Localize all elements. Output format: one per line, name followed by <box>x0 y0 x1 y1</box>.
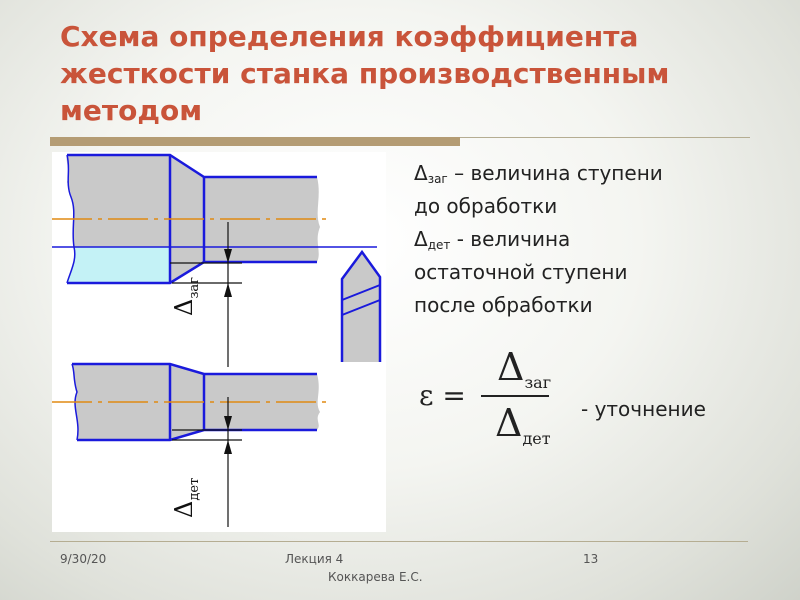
definition-line <box>414 157 774 190</box>
fraction-bar <box>481 395 549 397</box>
delta-symbol: Δ <box>497 345 525 389</box>
delta-lower-sub: дет <box>186 477 202 501</box>
delta-upper-sub: заг <box>186 277 202 299</box>
definition-text: – величина ступени <box>447 161 663 185</box>
denominator-sub: дет <box>522 429 551 448</box>
footer-divider <box>50 541 748 542</box>
definition-line: до обработки <box>414 194 558 218</box>
delta-sub: заг <box>427 172 448 186</box>
stiffness-diagram <box>52 152 386 532</box>
definition-line <box>414 223 774 256</box>
delta-symbol: Δ <box>495 401 523 445</box>
delta-sub: дет <box>427 238 451 252</box>
footer-page-number: 13 <box>583 552 599 566</box>
definition-line: остаточной ступени <box>414 260 628 284</box>
delta-upper-label <box>170 246 200 316</box>
title-line: методом <box>60 94 203 127</box>
definitions-text <box>414 157 774 322</box>
footer-author: Коккарева Е.С. <box>328 570 423 584</box>
delta-symbol: Δ <box>414 161 428 185</box>
footer-date: 9/30/20 <box>60 552 107 566</box>
upper-workpiece-large-gray <box>67 155 170 247</box>
epsilon-label: ε = <box>419 379 466 412</box>
definition-line: после обработки <box>414 293 593 317</box>
refinement-formula <box>415 345 755 455</box>
delta-symbol: Δ <box>170 500 198 518</box>
formula-denominator <box>495 401 551 448</box>
footer-lecture: Лекция 4 <box>285 552 344 566</box>
delta-symbol: Δ <box>170 298 198 316</box>
upper-workpiece-large-cyan <box>67 247 170 283</box>
formula-numerator <box>497 345 551 392</box>
diagram-svg <box>52 152 386 532</box>
definition-text: - величина <box>450 227 571 251</box>
delta-lower-label <box>170 448 200 518</box>
numerator-sub: заг <box>524 373 552 392</box>
title-divider-accent <box>50 137 460 146</box>
delta-symbol: Δ <box>414 227 428 251</box>
slide-title <box>60 18 760 129</box>
title-line: Схема определения коэффициента <box>60 20 639 53</box>
title-line: жесткости станка производственным <box>60 57 670 90</box>
refinement-label: - уточнение <box>581 397 706 421</box>
